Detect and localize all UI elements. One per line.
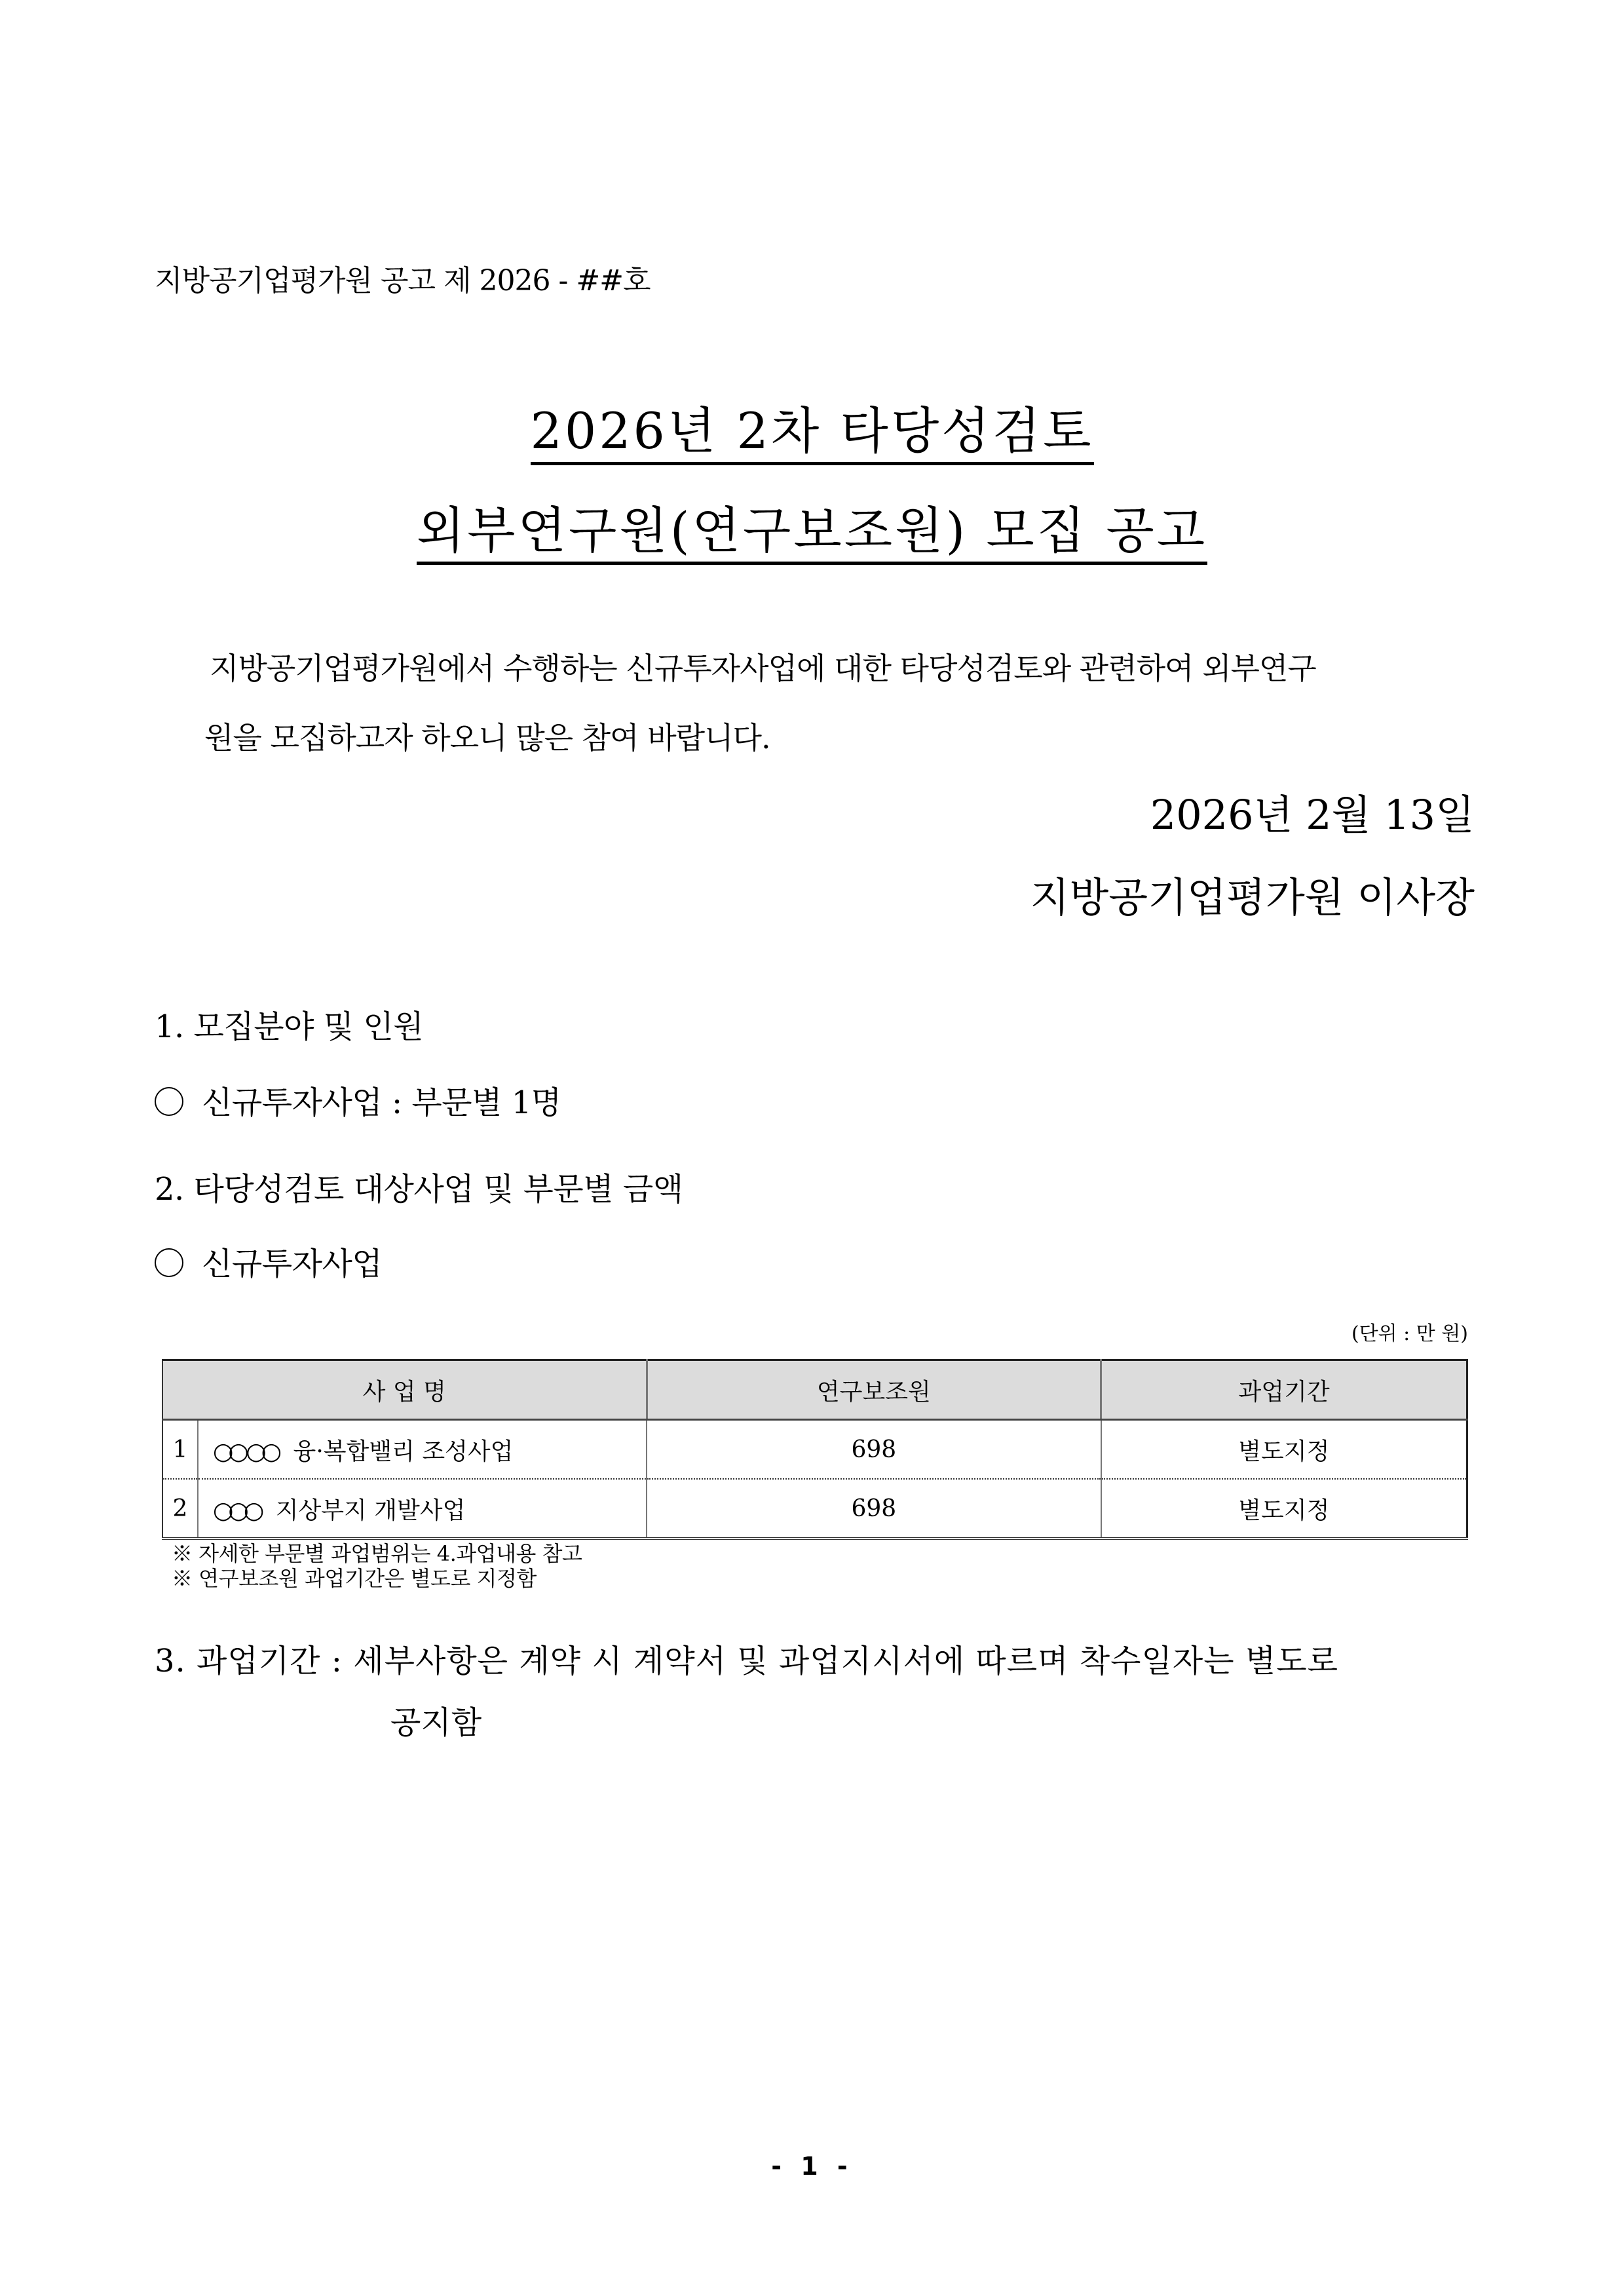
assistant-fee: 698 xyxy=(647,1420,1101,1480)
title-line-2-text: 외부연구원(연구보조원) 모집 공고 xyxy=(417,501,1207,565)
row-number: 1 xyxy=(162,1420,198,1480)
title-line-2 xyxy=(0,501,1624,565)
assistant-fee: 698 xyxy=(647,1479,1101,1539)
intro-paragraph-line-2: 원을 모집하고자 하오니 많은 참여 바랍니다. xyxy=(204,720,770,756)
section-1-item xyxy=(155,1077,561,1122)
task-period: 별도지정 xyxy=(1101,1420,1467,1480)
header-project-name: 사 업 명 xyxy=(162,1360,647,1420)
unit-label: (단위 : 만 원) xyxy=(1351,1322,1468,1345)
section-3-line-2: 공지함 xyxy=(390,1704,482,1741)
project-name-text: 융·복합밸리 조성사업 xyxy=(293,1438,514,1465)
section-2-heading: 2. 타당성검토 대상사업 및 부문별 금액 xyxy=(155,1171,683,1208)
table-note-2: ※ 연구보조원 과업기간은 별도로 지정함 xyxy=(172,1566,537,1591)
project-table xyxy=(162,1359,1468,1540)
section-2-item xyxy=(155,1238,382,1284)
table-header-row xyxy=(162,1360,1467,1420)
project-name xyxy=(198,1420,647,1480)
task-period: 별도지정 xyxy=(1238,1497,1330,1524)
announcement-date: 2026년 2월 13일 xyxy=(1150,791,1475,839)
section-1-heading: 1. 모집분야 및 인원 xyxy=(155,1008,424,1045)
header-assistant-fee: 연구보조원 xyxy=(647,1360,1101,1420)
project-name-text: 지상부지 개발사업 xyxy=(275,1497,466,1524)
title-line-1-text: 2026년 2차 타당성검토 xyxy=(531,401,1094,465)
signer: 지방공기업평가원 이사장 xyxy=(1030,873,1475,921)
circle-bullet-icon xyxy=(155,1248,183,1277)
circle-bullet-icon xyxy=(155,1087,183,1116)
section-1-item-text: 신규투자사업 : 부문별 1명 xyxy=(202,1084,561,1121)
page-number: - 1 - xyxy=(771,2152,853,2181)
placeholder-marks: ○○○ xyxy=(213,1497,259,1524)
title-line-1 xyxy=(0,401,1624,465)
table-row xyxy=(162,1420,1467,1480)
row-number: 2 xyxy=(162,1479,198,1539)
project-name xyxy=(198,1479,647,1539)
section-3-line-1: 3. 과업기간 : 세부사항은 계약 시 계약서 및 과업지시서에 따르며 착수일자는 별도로 xyxy=(155,1643,1338,1679)
placeholder-marks: ○○ ○○ xyxy=(213,1438,277,1465)
table-row xyxy=(162,1479,1467,1539)
intro-paragraph-line-1: 지방공기업평가원에서 수행하는 신규투자사업에 대한 타당성검토와 관련하여 외부연구 xyxy=(210,651,1316,686)
header-task-period: 과업기간 xyxy=(1101,1360,1467,1420)
table-note-1: ※ 자세한 부문별 과업범위는 4.과업내용 참고 xyxy=(172,1541,582,1566)
announcement-number: 지방공기업평가원 공고 제 2026 - ##호 xyxy=(155,264,651,297)
section-2-item-text: 신규투자사업 xyxy=(202,1246,383,1282)
